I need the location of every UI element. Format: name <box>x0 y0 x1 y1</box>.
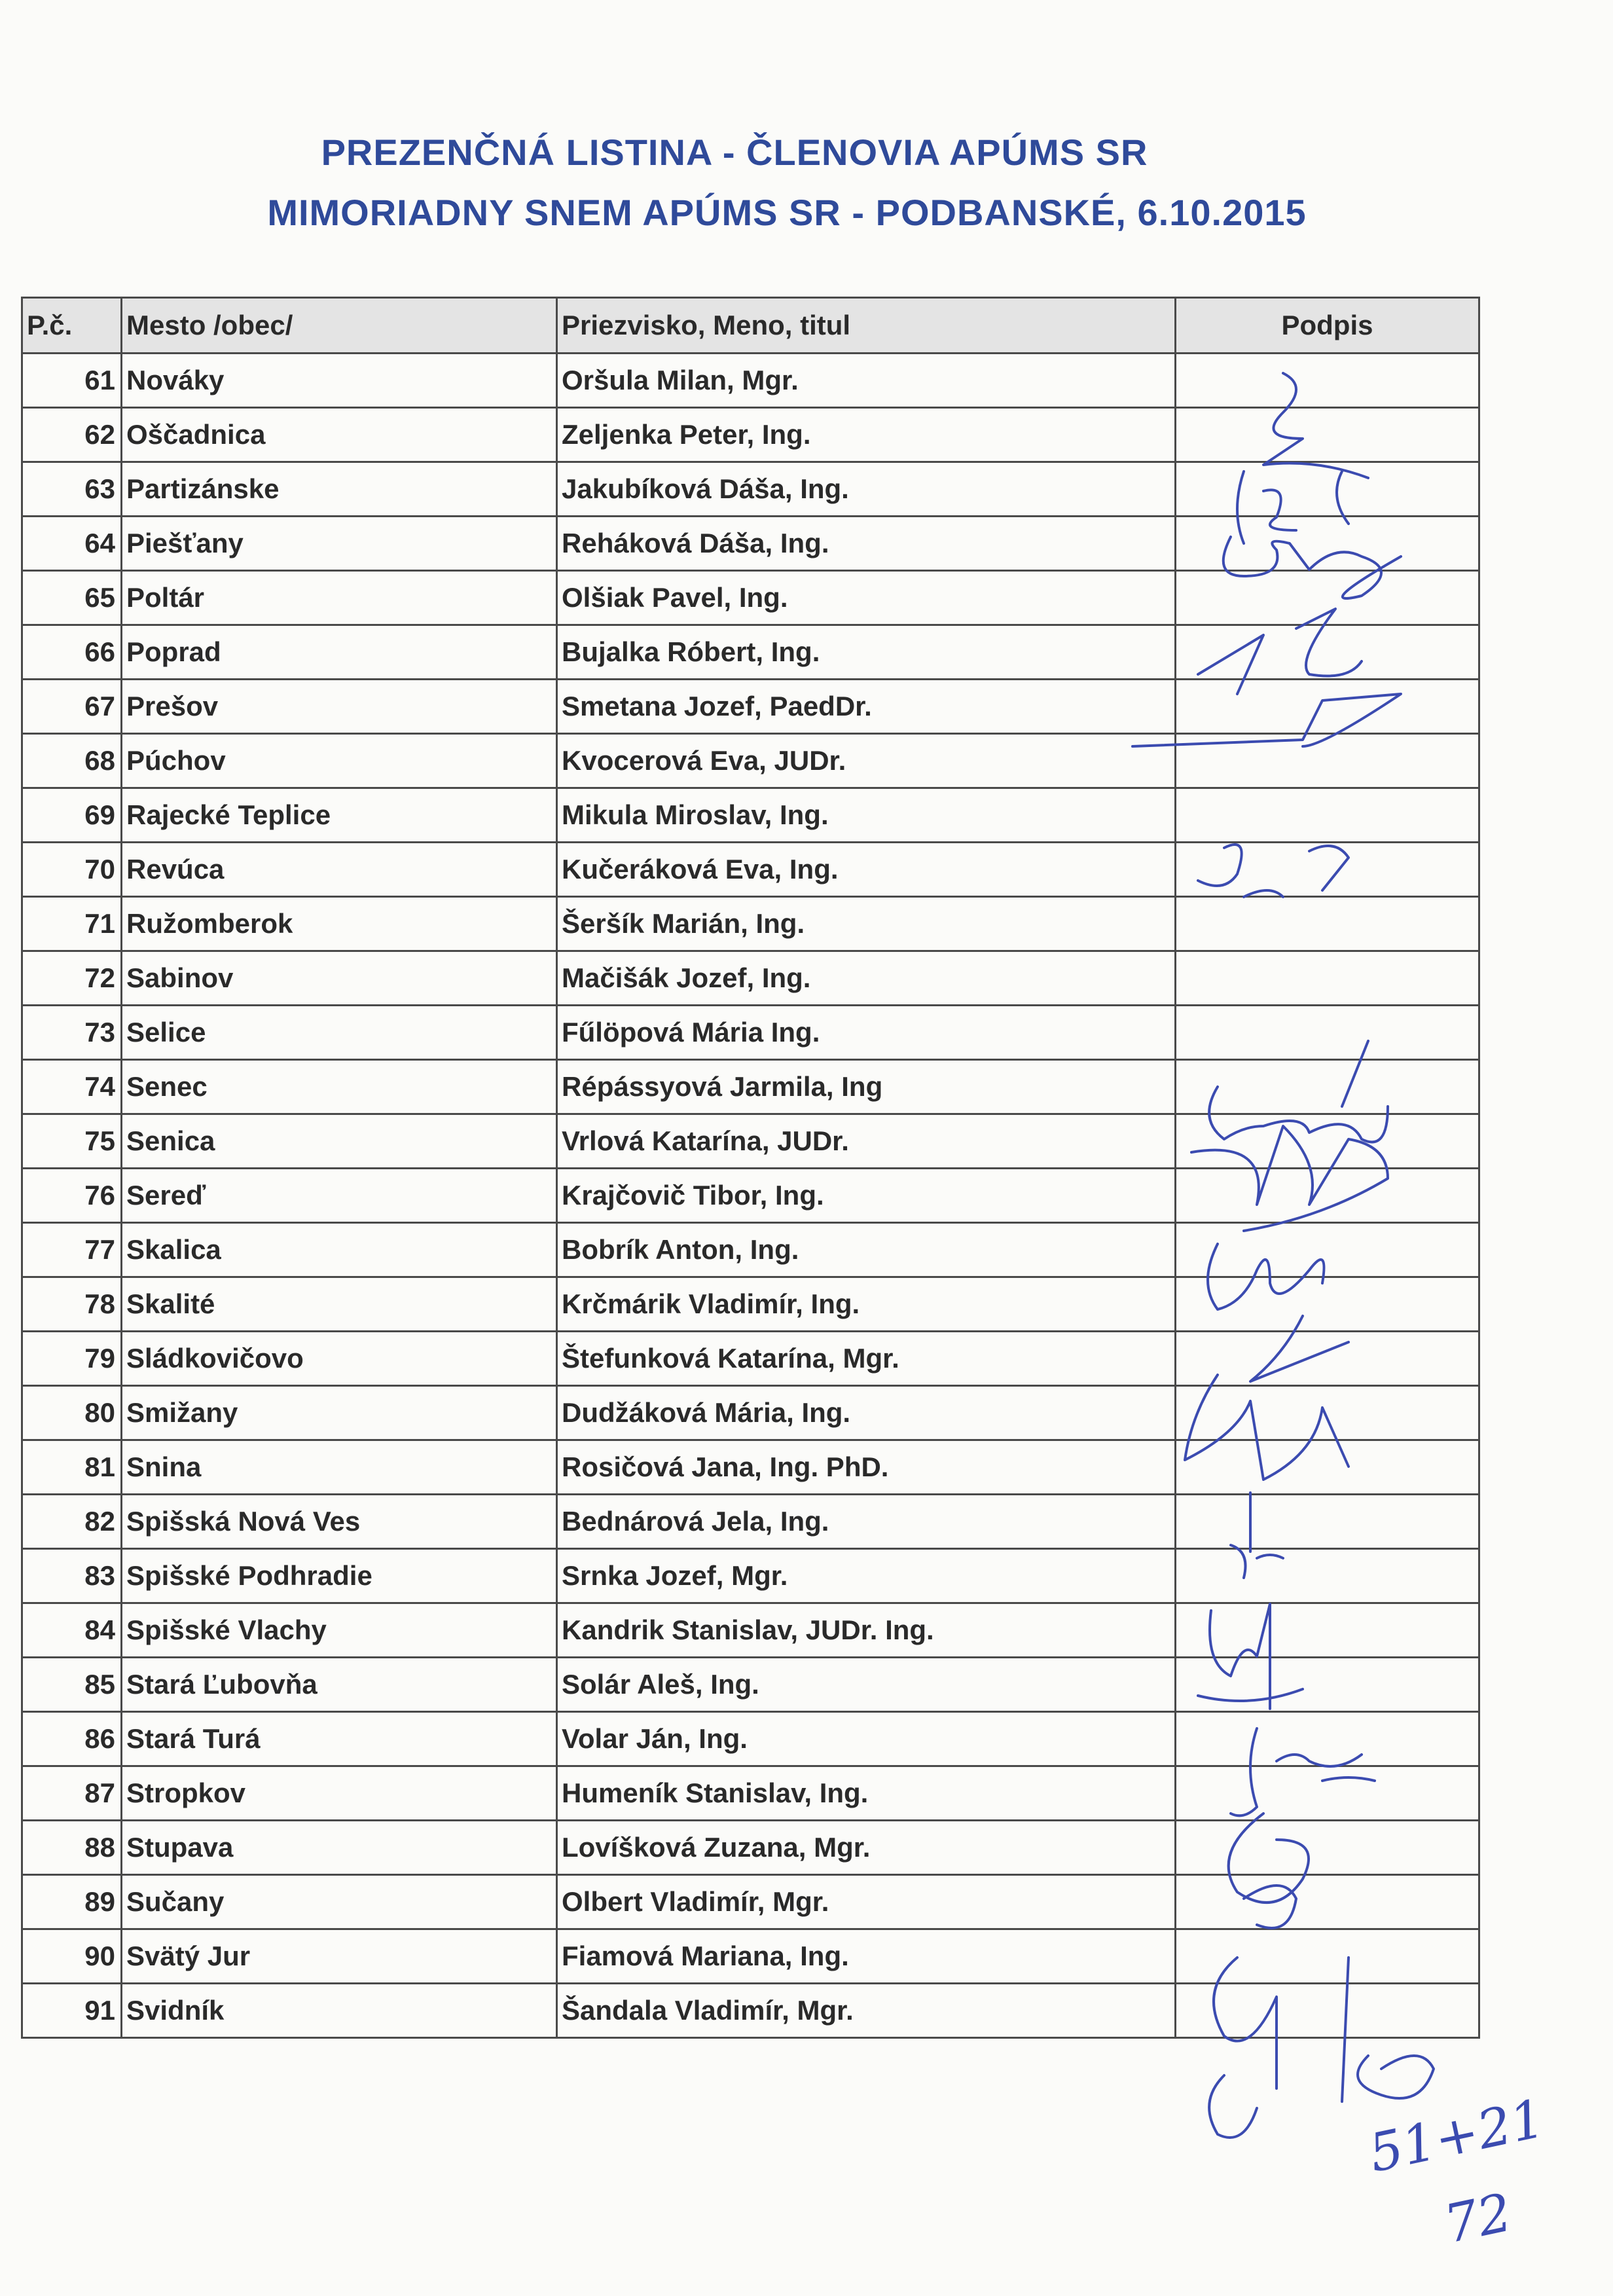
row-city: Prešov <box>122 680 557 734</box>
table-row <box>22 571 1479 625</box>
row-number: 81 <box>22 1440 122 1495</box>
row-signature <box>1176 1929 1479 1984</box>
row-number: 65 <box>22 571 122 625</box>
row-name: Oršula Milan, Mgr. <box>557 354 1176 408</box>
row-city: Ružomberok <box>122 897 557 951</box>
row-number: 76 <box>22 1169 122 1223</box>
row-signature <box>1176 1821 1479 1875</box>
document-title: PREZENČNÁ LISTINA - ČLENOVIA APÚMS SR <box>321 132 1148 173</box>
table-row <box>22 951 1479 1006</box>
row-signature <box>1176 843 1479 897</box>
row-signature <box>1176 951 1479 1006</box>
row-number: 75 <box>22 1114 122 1169</box>
row-name: Bednárová Jela, Ing. <box>557 1495 1176 1549</box>
table-row <box>22 1549 1479 1603</box>
row-name: Kvocerová Eva, JUDr. <box>557 734 1176 788</box>
row-number: 64 <box>22 517 122 571</box>
table-row <box>22 1060 1479 1114</box>
row-number: 69 <box>22 788 122 843</box>
header-name: Priezvisko, Meno, titul <box>557 298 1176 354</box>
row-signature <box>1176 1169 1479 1223</box>
row-number: 80 <box>22 1386 122 1440</box>
row-signature <box>1176 1766 1479 1821</box>
row-number: 70 <box>22 843 122 897</box>
row-city: Spišské Podhradie <box>122 1549 557 1603</box>
row-number: 68 <box>22 734 122 788</box>
header-city: Mesto /obec/ <box>122 298 557 354</box>
table-row <box>22 517 1479 571</box>
row-signature <box>1176 625 1479 680</box>
header-number: P.č. <box>22 298 122 354</box>
row-city: Selice <box>122 1006 557 1060</box>
row-number: 86 <box>22 1712 122 1766</box>
row-number: 90 <box>22 1929 122 1984</box>
row-city: Púchov <box>122 734 557 788</box>
row-number: 67 <box>22 680 122 734</box>
row-name: Mačišák Jozef, Ing. <box>557 951 1176 1006</box>
table-row <box>22 625 1479 680</box>
row-name: Humeník Stanislav, Ing. <box>557 1766 1176 1821</box>
table-row <box>22 1277 1479 1332</box>
row-signature <box>1176 1277 1479 1332</box>
row-signature <box>1176 680 1479 734</box>
attendance-table <box>21 297 1480 2039</box>
row-number: 82 <box>22 1495 122 1549</box>
row-signature <box>1176 462 1479 517</box>
row-name: Bujalka Róbert, Ing. <box>557 625 1176 680</box>
table-row <box>22 897 1479 951</box>
row-number: 72 <box>22 951 122 1006</box>
table-row <box>22 1006 1479 1060</box>
row-city: Skalica <box>122 1223 557 1277</box>
row-number: 61 <box>22 354 122 408</box>
row-city: Svidník <box>122 1984 557 2038</box>
table-row <box>22 1603 1479 1658</box>
row-signature <box>1176 1875 1479 1929</box>
row-name: Olšiak Pavel, Ing. <box>557 571 1176 625</box>
row-signature <box>1176 517 1479 571</box>
row-name: Répássyová Jarmila, Ing <box>557 1060 1176 1114</box>
row-number: 63 <box>22 462 122 517</box>
row-city: Oščadnica <box>122 408 557 462</box>
row-signature <box>1176 1332 1479 1386</box>
handwritten-total: 72 <box>1439 2181 1517 2255</box>
table-row <box>22 1929 1479 1984</box>
table-row <box>22 1386 1479 1440</box>
row-number: 91 <box>22 1984 122 2038</box>
table-body <box>22 354 1479 2038</box>
row-name: Smetana Jozef, PaedDr. <box>557 680 1176 734</box>
row-city: Senica <box>122 1114 557 1169</box>
table-row <box>22 1332 1479 1386</box>
row-signature <box>1176 1223 1479 1277</box>
row-name: Jakubíková Dáša, Ing. <box>557 462 1176 517</box>
row-signature <box>1176 788 1479 843</box>
row-signature <box>1176 1712 1479 1766</box>
row-number: 77 <box>22 1223 122 1277</box>
row-city: Senec <box>122 1060 557 1114</box>
row-city: Stropkov <box>122 1766 557 1821</box>
row-number: 79 <box>22 1332 122 1386</box>
row-city: Spišské Vlachy <box>122 1603 557 1658</box>
row-name: Krajčovič Tibor, Ing. <box>557 1169 1176 1223</box>
table-row <box>22 680 1479 734</box>
handwritten-sum: 51+21 <box>1364 2087 1550 2185</box>
row-city: Sučany <box>122 1875 557 1929</box>
row-name: Krčmárik Vladimír, Ing. <box>557 1277 1176 1332</box>
handwritten-note <box>1362 2069 1558 2265</box>
row-signature <box>1176 408 1479 462</box>
row-name: Lovíšková Zuzana, Mgr. <box>557 1821 1176 1875</box>
row-number: 71 <box>22 897 122 951</box>
row-city: Svätý Jur <box>122 1929 557 1984</box>
row-signature <box>1176 1440 1479 1495</box>
row-city: Partizánske <box>122 462 557 517</box>
table-row <box>22 1495 1479 1549</box>
row-signature <box>1176 1658 1479 1712</box>
row-name: Štefunková Katarína, Mgr. <box>557 1332 1176 1386</box>
table-row <box>22 408 1479 462</box>
row-city: Stupava <box>122 1821 557 1875</box>
row-name: Zeljenka Peter, Ing. <box>557 408 1176 462</box>
table-row <box>22 1984 1479 2038</box>
row-number: 85 <box>22 1658 122 1712</box>
row-name: Bobrík Anton, Ing. <box>557 1223 1176 1277</box>
row-signature <box>1176 1984 1479 2038</box>
row-name: Mikula Miroslav, Ing. <box>557 788 1176 843</box>
row-signature <box>1176 1060 1479 1114</box>
row-number: 83 <box>22 1549 122 1603</box>
row-name: Fűlöpová Mária Ing. <box>557 1006 1176 1060</box>
row-number: 88 <box>22 1821 122 1875</box>
row-city: Stará Ľubovňa <box>122 1658 557 1712</box>
row-city: Nováky <box>122 354 557 408</box>
row-number: 78 <box>22 1277 122 1332</box>
row-name: Rosičová Jana, Ing. PhD. <box>557 1440 1176 1495</box>
row-signature <box>1176 571 1479 625</box>
row-signature <box>1176 1114 1479 1169</box>
row-signature <box>1176 1549 1479 1603</box>
row-name: Dudžáková Mária, Ing. <box>557 1386 1176 1440</box>
row-name: Fiamová Mariana, Ing. <box>557 1929 1176 1984</box>
table-row <box>22 1712 1479 1766</box>
row-city: Skalité <box>122 1277 557 1332</box>
table-row <box>22 1223 1479 1277</box>
row-name: Reháková Dáša, Ing. <box>557 517 1176 571</box>
row-number: 66 <box>22 625 122 680</box>
table-header-row <box>22 298 1479 354</box>
row-signature <box>1176 897 1479 951</box>
row-city: Poprad <box>122 625 557 680</box>
row-name: Volar Ján, Ing. <box>557 1712 1176 1766</box>
row-city: Smižany <box>122 1386 557 1440</box>
table-row <box>22 1875 1479 1929</box>
row-name: Kučeráková Eva, Ing. <box>557 843 1176 897</box>
row-signature <box>1176 1495 1479 1549</box>
row-city: Sereď <box>122 1169 557 1223</box>
row-name: Olbert Vladimír, Mgr. <box>557 1875 1176 1929</box>
row-city: Stará Turá <box>122 1712 557 1766</box>
row-number: 87 <box>22 1766 122 1821</box>
row-name: Šeršík Marián, Ing. <box>557 897 1176 951</box>
row-name: Kandrik Stanislav, JUDr. Ing. <box>557 1603 1176 1658</box>
table-row <box>22 1440 1479 1495</box>
table-row <box>22 462 1479 517</box>
row-city: Piešťany <box>122 517 557 571</box>
table-row <box>22 1766 1479 1821</box>
table-row <box>22 843 1479 897</box>
table-row <box>22 788 1479 843</box>
table-row <box>22 354 1479 408</box>
table-row <box>22 1821 1479 1875</box>
row-signature <box>1176 734 1479 788</box>
row-city: Poltár <box>122 571 557 625</box>
table-row <box>22 734 1479 788</box>
row-city: Revúca <box>122 843 557 897</box>
document-subtitle: MIMORIADNY SNEM APÚMS SR - PODBANSKÉ, 6.10.2015 <box>267 192 1307 233</box>
row-name: Vrlová Katarína, JUDr. <box>557 1114 1176 1169</box>
table-row <box>22 1658 1479 1712</box>
header-signature: Podpis <box>1176 298 1479 354</box>
row-number: 73 <box>22 1006 122 1060</box>
row-number: 74 <box>22 1060 122 1114</box>
row-city: Sabinov <box>122 951 557 1006</box>
row-signature <box>1176 1603 1479 1658</box>
row-number: 84 <box>22 1603 122 1658</box>
row-city: Snina <box>122 1440 557 1495</box>
row-name: Šandala Vladimír, Mgr. <box>557 1984 1176 2038</box>
row-city: Rajecké Teplice <box>122 788 557 843</box>
row-city: Sládkovičovo <box>122 1332 557 1386</box>
row-signature <box>1176 354 1479 408</box>
row-name: Solár Aleš, Ing. <box>557 1658 1176 1712</box>
row-number: 89 <box>22 1875 122 1929</box>
table-row <box>22 1114 1479 1169</box>
row-city: Spišská Nová Ves <box>122 1495 557 1549</box>
row-signature <box>1176 1006 1479 1060</box>
row-number: 62 <box>22 408 122 462</box>
row-name: Srnka Jozef, Mgr. <box>557 1549 1176 1603</box>
table-row <box>22 1169 1479 1223</box>
row-signature <box>1176 1386 1479 1440</box>
